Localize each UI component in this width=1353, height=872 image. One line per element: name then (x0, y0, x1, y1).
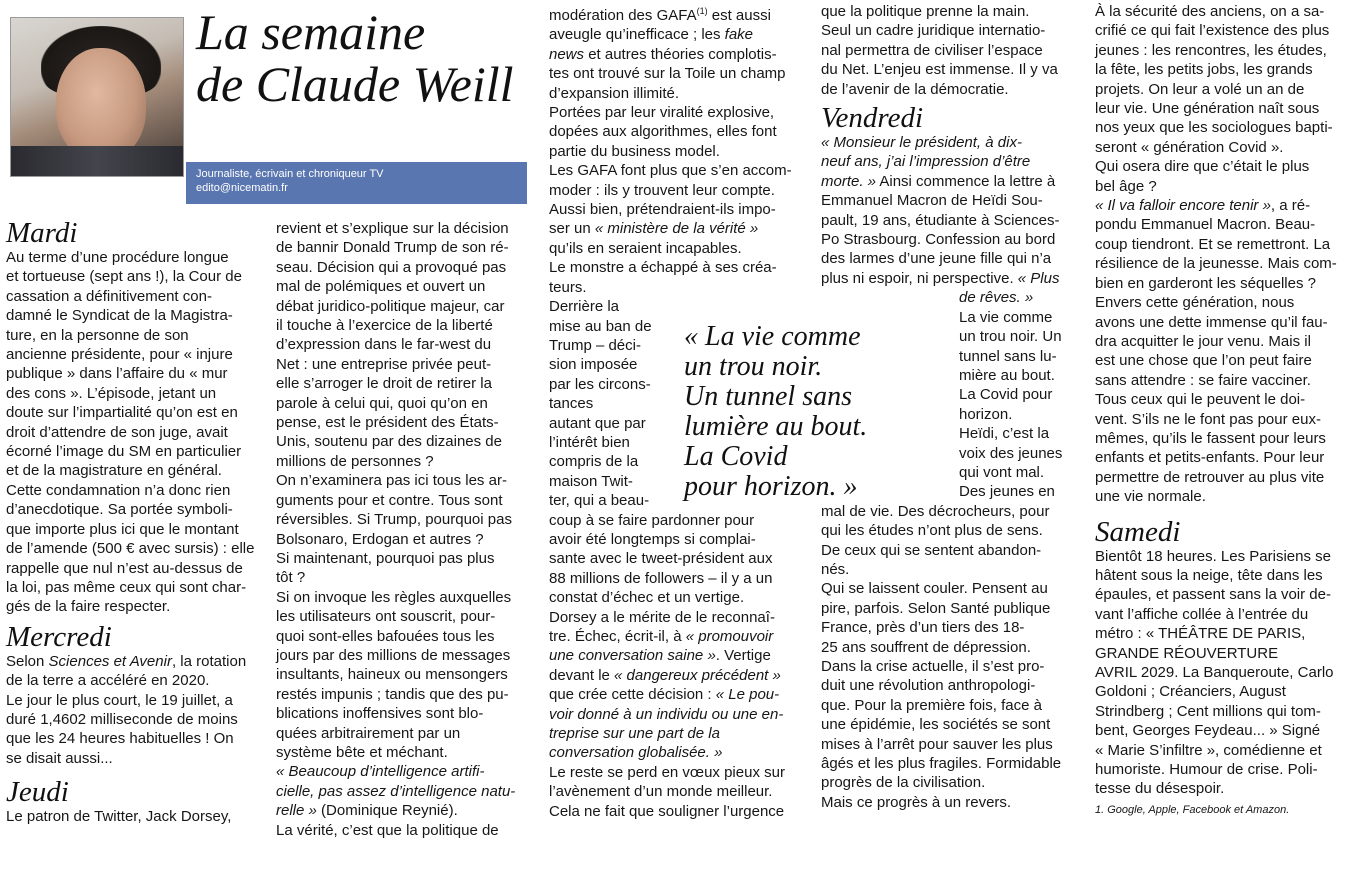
text-line: mal de polémiques et ouvert un (276, 278, 486, 296)
text-line: restés impunis ; tandis que des pu- (276, 685, 509, 703)
text-line: Emmanuel Macron de Heïdi Sou- (821, 192, 1043, 210)
text-line: seau. Décision qui a provoqué pas (276, 258, 507, 276)
text-line: de l’avenir de la démocratie. (821, 80, 1009, 98)
text-line: coup à se faire pardonner pour (549, 511, 755, 529)
text-line (821, 172, 1083, 191)
byline-role: Journaliste, écrivain et chroniqueur TV (196, 168, 384, 180)
text-line: vent. S’ils ne le font pas pour eux- (1095, 410, 1321, 428)
text-line: résilience de la jeunesse. Mais com- (1095, 255, 1337, 273)
pull-quote-line: Un tunnel sans (684, 381, 852, 412)
text-line: hâtent sous la neige, tête dans les (1095, 566, 1323, 584)
text-line: leur vie. Une génération naît sous (1095, 100, 1320, 118)
text-line (549, 646, 811, 665)
text-line: quées arbitrairement par un (276, 724, 461, 742)
text-line: « Marie S’infiltre », comédienne et (1095, 741, 1322, 759)
text-line: un trou noir. Un (959, 328, 1062, 346)
text-line: Le jour le plus court, le 19 juillet, a (6, 691, 233, 709)
text-fragment: devant le (549, 666, 615, 684)
text-line: De ceux qui se sentent abandon- (821, 541, 1042, 559)
text-line: Au terme d’une procédure longue (6, 249, 229, 266)
text-line (1095, 196, 1350, 215)
text-line: compris de la (549, 453, 639, 471)
text-line: Le monstre a échappé à ses créa- (549, 259, 777, 277)
text-line: réversibles. Si Trump, pourquoi pas (276, 511, 512, 529)
text-line (549, 2, 811, 25)
text-fragment: « dangereux précédent » (614, 666, 781, 684)
text-line: que. Pour la première fois, face à (821, 696, 1042, 714)
text-line: blications inoffensives sont blo- (276, 705, 484, 723)
text-line: des larmes d’une jeune fille qui n’a (821, 250, 1052, 268)
text-line: Cette condamnation n’a donc rien (6, 481, 231, 499)
text-line (6, 652, 268, 671)
text-line: doute sur l’impartialité qu’on est en (6, 404, 238, 422)
text-line: de l’amende (500 € avec sursis) : elle (6, 540, 255, 558)
text-line (549, 45, 811, 64)
text-line: qui les études n’ont plus de sens. (821, 522, 1043, 540)
text-line: enfants et petits-enfants. Pour leur (1095, 449, 1325, 467)
text-line: millions de personnes ? (276, 452, 434, 470)
text-line: jeunes : les rencontres, les études, (1095, 41, 1327, 59)
text-line: qu’ils en seraient incapables. (549, 239, 742, 257)
text-line: âgés et les plus fragiles. Formidable (821, 755, 1062, 773)
text-fragment: Selon (6, 652, 49, 670)
text-line: sion imposée (549, 356, 638, 374)
text-fragment: fake (724, 26, 754, 44)
text-line: bel âge ? (1095, 177, 1157, 195)
text-line: métro : « THÉÂTRE DE PARIS, (1095, 625, 1306, 643)
text-line: qui vont mal. (959, 463, 1045, 481)
text-line: est une chose que l’on peut faire (1095, 352, 1312, 370)
text-line: vant l’affiche collée à l’entrée du (1095, 605, 1309, 623)
quote-end: relle » (276, 802, 317, 820)
day-heading-jeudi: Jeudi (6, 776, 69, 809)
text-line: une épidémie, les sociétés se sont (821, 716, 1051, 734)
text-line: que la politique prenne la main. (821, 3, 1030, 20)
text-line: jours par des millions de messages (276, 646, 511, 664)
text-line: Net : une entreprise privée peut- (276, 355, 492, 373)
title-line-2: de Claude Weill (196, 56, 514, 112)
text-line: Goldoni ; Créanciers, August (1095, 683, 1286, 701)
text-fragment: tre. Échec, écrit-il, à (549, 628, 686, 645)
footnote: 1. Google, Apple, Facebook et Amazon. (1095, 803, 1290, 816)
text-line: mêmes, qu’ils le fassent pour leurs (1095, 429, 1326, 447)
column-2 (276, 219, 538, 840)
text-line: AVRIL 2029. La Banqueroute, Carlo (1095, 664, 1334, 681)
column-title (196, 6, 526, 110)
footnote-ref: (1) (696, 6, 708, 16)
text-line: revient et s’explique sur la décision (276, 220, 509, 237)
text-fragment: plus ni espoir, ni perspective. (821, 269, 1018, 287)
text-line: treprise sur une part de la (549, 725, 720, 743)
pull-quote-line: pour horizon. » (684, 471, 858, 502)
text-line: La vie comme (959, 308, 1053, 326)
text-line: ter, qui a beau- (549, 492, 650, 510)
text-line: de rêves. » (959, 289, 1034, 307)
text-line: Strindberg ; Cent millions qui tom- (1095, 702, 1321, 720)
text-line: conversation globalisée. » (549, 744, 723, 762)
text-line: quoi sont-elles bafouées tous les (276, 627, 495, 645)
text-fragment: Ainsi commence la lettre à (876, 172, 1056, 190)
text-line: Trump – déci- (549, 336, 641, 354)
text-line: pense, est le président des États- (276, 414, 499, 432)
column-1 (6, 218, 268, 827)
author-face (56, 48, 146, 160)
column-5 (1095, 2, 1350, 820)
text-line: système bête et méchant. (276, 743, 448, 761)
text-line: sans attendre : se faire vacciner. (1095, 371, 1311, 389)
text-line: Derrière la (549, 298, 620, 316)
text-line: projets. On leur a volé un an de (1095, 80, 1305, 98)
text-line: moder : ils y trouvent leur compte. (549, 181, 775, 199)
text-line: duit une révolution anthropologi- (821, 677, 1036, 695)
text-fragment: « Il va falloir encore tenir » (1095, 197, 1271, 215)
text-line: 88 millions de followers – il y a un (549, 569, 773, 587)
text-line: parole à celui qui, quoi qu’on en (276, 394, 488, 412)
text-line: Si maintenant, pourquoi pas plus (276, 549, 495, 567)
text-line: et tortueuse (sept ans !), la Cour de (6, 268, 242, 286)
author-photo (10, 17, 184, 177)
text-fragment: morte. » (821, 172, 877, 190)
text-line: tôt ? (276, 569, 306, 587)
text-line: insultants, haineux ou mensongers (276, 666, 508, 684)
text-line: duré 1,4602 milliseconde de moins (6, 710, 238, 728)
text-line: teurs. (549, 278, 587, 296)
quote-line: « Beaucoup d’intelligence artifi- (276, 763, 485, 781)
text-line (549, 685, 811, 704)
text-fragment: « ministère de la vérité » (594, 220, 759, 238)
text-fragment: et autres théories complotis- (584, 45, 777, 63)
text-line: des cons ». L’épisode, jetant un (6, 384, 217, 402)
text-line: Portées par leur viralité explosive, (549, 104, 775, 122)
text-line: du Net. L’enjeu est immense. Il y va (821, 61, 1058, 79)
text-line: se disait aussi... (6, 749, 113, 767)
text-line: que importe plus ici que le montant (6, 520, 239, 538)
text-line: rappelle que nul n’est au-dessus de (6, 559, 243, 577)
mardi-text (6, 248, 268, 617)
text-line: mal de vie. Des décrocheurs, pour (821, 502, 1050, 520)
text-line: gés de la faire respecter. (6, 598, 171, 616)
text-line: mises à l’arrêt pour sauver les plus (821, 735, 1053, 753)
text-line: débat juridico-politique majeur, car (276, 297, 505, 315)
text-line: Des jeunes en (959, 483, 1055, 501)
text-line: elle s’arroger le droit de retirer la (276, 375, 492, 393)
pull-quote-line: La Covid (684, 441, 788, 472)
text-line: Le patron de Twitter, Jack Dorsey, (6, 808, 232, 826)
title-line-1: La semaine (196, 4, 426, 60)
text-line: ture, en la personne de son (6, 326, 189, 344)
text-line: Qui osera dire que c’était le plus (1095, 158, 1310, 176)
text-line (821, 269, 1083, 288)
text-fragment: , la rotation (171, 652, 247, 670)
text-line (549, 25, 811, 44)
text-line: les utilisateurs ont souscrit, pour- (276, 608, 496, 626)
text-line: Bolsonaro, Erdogan et autres ? (276, 530, 484, 548)
pull-quote-line: un trou noir. (684, 351, 823, 382)
text-line: Seul un cadre juridique internatio- (821, 22, 1046, 40)
narrow-block (821, 288, 1083, 501)
text-line: sante avec le tweet-président aux (549, 550, 773, 568)
text-line: l’intérêt bien (549, 433, 630, 451)
text-fragment: est aussi (707, 7, 771, 24)
source-name: Sciences et Avenir (48, 652, 172, 670)
text-line: écorné l’image du SM en particulier (6, 443, 242, 461)
text-line: Mais ce progrès à un revers. (821, 793, 1012, 811)
text-line: mise au ban de (549, 317, 652, 335)
text-line: 25 ans souffrent de dépression. (821, 638, 1031, 656)
text-line (549, 219, 811, 238)
text-line: Si on invoque les règles auxquelles (276, 588, 512, 606)
text-line: une vie normale. (1095, 488, 1206, 506)
text-fragment: ser un (549, 220, 595, 238)
text-fragment: que crée cette décision : (549, 686, 716, 704)
text-line: damné le Syndicat de la Magistra- (6, 307, 233, 325)
text-line: Aussi bien, prétendraient-ils impo- (549, 201, 776, 219)
text-line: crifié ce qui fait l’existence des plus (1095, 22, 1330, 40)
text-line: maison Twit- (549, 472, 633, 490)
quote-line: cielle, pas assez d’intelligence natu- (276, 782, 516, 800)
text-line: pault, 19 ans, étudiante à Sciences- (821, 211, 1060, 229)
text-line: Qui se laissent couler. Pensent au (821, 580, 1048, 598)
text-fragment: news (549, 45, 585, 63)
author-byline (186, 162, 527, 204)
day-heading-mercredi: Mercredi (6, 620, 112, 653)
quote-author: (Dominique Reynié). (316, 802, 458, 820)
text-line: nos yeux que les sociologues bapti- (1095, 119, 1333, 137)
text-line: Po Strasbourg. Confession au bord (821, 231, 1056, 249)
text-fragment: aveugle qu’inefficace ; les (549, 26, 725, 44)
text-line: la fête, les petits jobs, les grands (1095, 61, 1313, 79)
text-line: La vérité, c’est que la politique de (276, 821, 499, 839)
text-line: À la sécurité des anciens, on a sa- (1095, 3, 1325, 20)
text-line: de la terre a accéléré en 2020. (6, 672, 210, 690)
text-line (276, 801, 538, 820)
text-line: de bannir Donald Trump de son ré- (276, 239, 509, 257)
text-line: publique » dans l’affaire du « mur (6, 365, 228, 383)
text-line: autant que par (549, 414, 646, 432)
text-line: La Covid pour (959, 386, 1053, 404)
text-line: et de la magistrature en général. (6, 462, 222, 480)
text-fragment: « Plus (1017, 269, 1060, 287)
text-line: guments pour et contre. Tous sont (276, 491, 503, 509)
text-line: Unis, soutenu par des dizaines de (276, 433, 502, 451)
text-line: pire, parfois. Selon Santé publique (821, 599, 1051, 617)
text-line: mière au bout. (959, 366, 1055, 384)
text-line: d’anecdotique. Sa portée symboli- (6, 501, 233, 519)
text-line: Le reste se perd en vœux pieux sur (549, 763, 785, 781)
text-line: cassation a définitivement con- (6, 287, 212, 305)
text-fragment: modération des GAFA (549, 7, 697, 24)
text-line: il touche à l’exercice de la liberté (276, 317, 493, 335)
pull-quote-line: « La vie comme (684, 321, 861, 352)
text-line: que les 24 heures habituelles ! On (6, 730, 234, 748)
jeudi-text (6, 807, 268, 826)
byline-email: edito@nicematin.fr (196, 182, 288, 194)
text-line: dopées aux algorithmes, elles font (549, 123, 777, 141)
text-line: tunnel sans lu- (959, 347, 1057, 365)
text-line: France, près d’un tiers des 18- (821, 619, 1025, 637)
text-line: neuf ans, j’ai l’impression d’être (821, 153, 1031, 171)
text-line: humoriste. Humour de crise. Poli- (1095, 761, 1318, 779)
text-line: voir donné à un individu ou une en- (549, 705, 784, 723)
text-line (549, 627, 811, 646)
text-fragment: « Le pou- (715, 686, 780, 704)
column-4 (821, 2, 1083, 812)
pull-quote-line: lumière au bout. (684, 411, 868, 442)
text-line: tesse du désespoir. (1095, 780, 1225, 798)
text-fragment: , a ré- (1270, 197, 1311, 215)
mercredi-text (6, 652, 268, 768)
text-line: On n’examinera pas ici tous les ar- (276, 472, 507, 490)
text-line: Cela ne fait que souligner l’urgence (549, 802, 785, 820)
text-line: progrès de la civilisation. (821, 774, 986, 792)
text-line: Heïdi, c’est la (959, 425, 1050, 443)
day-heading-vendredi: Vendredi (821, 102, 924, 135)
text-fragment: . Vertige (715, 647, 771, 665)
text-line: GRANDE RÉOUVERTURE (1095, 644, 1279, 662)
text-fragment: « promouvoir (685, 628, 774, 645)
text-line: par les circons- (549, 375, 651, 393)
text-line: permettre de retrouver au plus vite (1095, 468, 1325, 486)
text-line: « Monsieur le président, à dix- (821, 134, 1022, 152)
text-line: droit d’attendre de son juge, avait (6, 423, 228, 441)
text-line (549, 666, 811, 685)
text-line: ancienne présidente, pour « injure (6, 346, 233, 364)
text-line: bien en garderont les séquelles ? (1095, 274, 1316, 292)
text-line: bent, Georges Feydeau... » Signé (1095, 722, 1321, 740)
text-line: horizon. (959, 405, 1013, 423)
text-line: d’expression dans le far-west du (276, 336, 492, 354)
text-line: la loi, pas même ceux qui sont char- (6, 578, 247, 596)
text-line: Dans la crise actuelle, il s’est pro- (821, 658, 1045, 675)
text-fragment: une conversation saine » (549, 647, 716, 665)
text-line: nés. (821, 560, 850, 578)
text-line: épaules, et passent sans la voir de- (1095, 586, 1331, 604)
author-shirt (11, 146, 183, 177)
text-line: avoir été longtemps si complai- (549, 530, 756, 548)
text-line: voix des jeunes (959, 444, 1063, 462)
text-line: tes ont trouvé sur la Toile un champ (549, 65, 786, 83)
day-heading-mardi: Mardi (6, 217, 78, 249)
text-line: nal permettra de civiliser l’espace (821, 41, 1043, 59)
day-heading-samedi: Samedi (1095, 515, 1181, 548)
text-line: dra acquitter le jour venu. Mais il (1095, 332, 1311, 350)
text-line: coup tiendront. Et se remettront. La (1095, 235, 1331, 253)
text-line: constat d’échec et un vertige. (549, 589, 745, 607)
text-line: Dorsey a le mérite de le reconnaî- (549, 608, 775, 626)
text-line: seront « génération Covid ». (1095, 138, 1284, 156)
text-line: partie du business model. (549, 142, 720, 160)
text-line: d’expansion illimité. (549, 84, 680, 102)
text-line: Les GAFA font plus que s’en accom- (549, 162, 792, 180)
text-line: l’avènement d’un monde meilleur. (549, 783, 773, 801)
text-line: pondu Emmanuel Macron. Beau- (1095, 216, 1316, 234)
text-line: Envers cette génération, nous (1095, 294, 1295, 312)
text-line: Bientôt 18 heures. Les Parisiens se (1095, 547, 1331, 565)
text-line: avons une dette immense qu’il fau- (1095, 313, 1328, 331)
text-line: Tous ceux qui le peuvent le doi- (1095, 391, 1306, 409)
text-line: tances (549, 395, 594, 413)
